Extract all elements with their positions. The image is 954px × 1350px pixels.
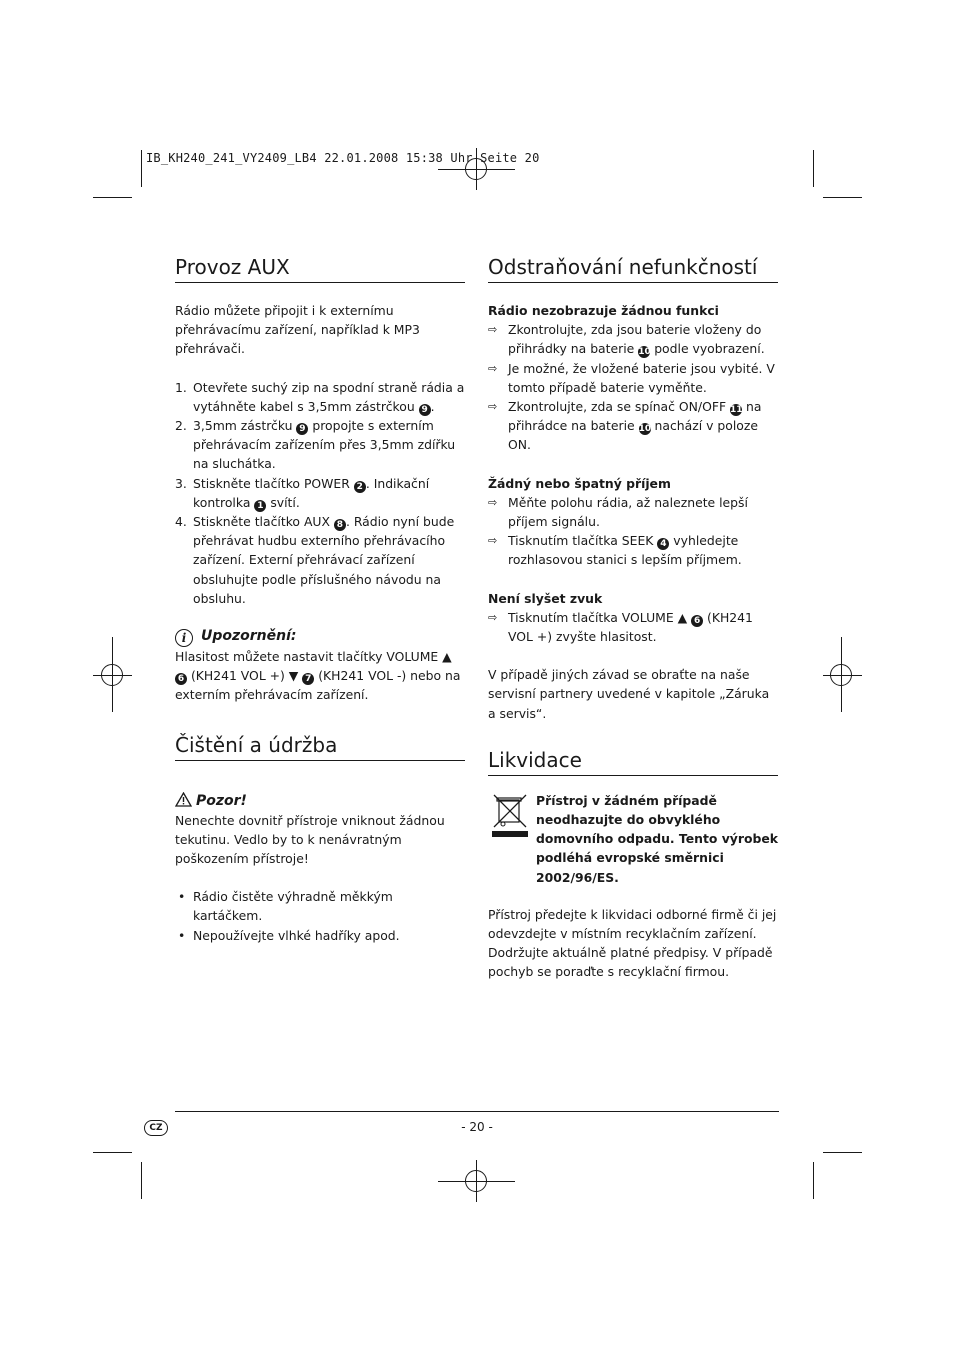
- arrow-right-icon: ⇨: [488, 361, 498, 375]
- aux-step: 4. Stiskněte tlačítko AUX 8 . Rádio nyní bude přehrávat hudbu externího přehrávacího zařízení. Externí přehrávací zařízení obsluhujte podle příslušného návodu na obsluhu.: [175, 514, 455, 606]
- warning-title: Pozor!: [175, 791, 465, 811]
- list-item: • Rádio čistěte výhradně měkkým kartáčkem.: [178, 889, 393, 924]
- aux-steps: [175, 378, 465, 608]
- part-number-badge: 11: [730, 405, 743, 416]
- part-number-badge: 4: [657, 538, 669, 550]
- aux-step: 1. Otevřete suchý zip na spodní straně rádia a vytáhněte kabel s 3,5mm zástrčkou 9 .: [175, 379, 465, 415]
- crop-mark: [141, 1162, 142, 1199]
- registration-circle: [465, 1170, 487, 1192]
- part-number-badge: 9: [296, 423, 308, 435]
- crop-mark: [813, 1162, 814, 1199]
- section-heading-care: Čištění a údržba: [175, 733, 465, 761]
- trouble-group: [488, 608, 778, 646]
- crossed-out-wheelie-bin-icon: [490, 793, 530, 839]
- left-column: [175, 255, 465, 945]
- trouble-group-title: Rádio nezobrazuje žádnou funkci: [488, 303, 719, 318]
- list-item: ⇨ Tisknutím tlačítka SEEK 4 vyhledejte rozhlasovou stanici s lepším příjmem.: [488, 533, 742, 568]
- part-number-badge: 6: [691, 615, 703, 627]
- crop-mark: [823, 197, 862, 198]
- right-column: [488, 255, 778, 982]
- note-text: Hlasitost můžete nastavit tlačítky VOLUME ▲ 6 (KH241 VOL +) ▼ 7 (KH241 VOL -) nebo na externím přehrávacím zařízení.: [175, 649, 461, 703]
- section-heading-aux: Provoz AUX: [175, 255, 465, 283]
- trouble-closing: V případě jiných závad se obraťte na naše servisní partnery uvedené v kapitole „Záruka a servis“.: [488, 667, 770, 721]
- arrow-right-icon: ⇨: [488, 495, 498, 509]
- crop-mark: [141, 150, 142, 187]
- note-block: [175, 626, 465, 705]
- trouble-group-title: Není slyšet zvuk: [488, 590, 603, 606]
- crop-mark: [93, 1152, 132, 1153]
- crop-mark: [93, 197, 132, 198]
- part-number-badge: 9: [419, 404, 431, 416]
- trouble-group: [488, 493, 778, 570]
- info-icon: i: [175, 629, 193, 647]
- section-heading-disposal: Likvidace: [488, 748, 778, 776]
- arrow-right-icon: ⇨: [488, 534, 498, 548]
- disposal-text: Přístroj předejte k likvidaci odborné firmě či jej odevzdejte v místním recyklačním zařízení. Dodržujte aktuálně platné předpisy. V případě pochyb se poraďte s recyklační firmou.: [488, 906, 777, 980]
- trouble-group: [488, 320, 778, 454]
- page-number: - 20 -: [461, 1120, 493, 1134]
- list-item: ⇨ Tisknutím tlačítka VOLUME ▲ 6 (KH241 VOL +) zvyšte hlasitost.: [488, 609, 753, 645]
- aux-intro: Rádio můžete připojit i k externímu přehrávacímu zařízení, například k MP3 přehrávači.: [175, 303, 420, 357]
- disposal-block: [488, 791, 778, 887]
- footer-divider: [175, 1111, 779, 1112]
- part-number-badge: 10: [638, 347, 651, 358]
- aux-step: 2. 3,5mm zástrčku 9 propojte s externím přehrávacím zařízením přes 3,5mm zdířku na sluchátka.: [175, 418, 456, 472]
- language-badge: CZ: [144, 1120, 168, 1136]
- arrow-right-icon: ⇨: [488, 323, 498, 337]
- aux-step: 3. Stiskněte tlačítko POWER 2 . Indikační kontrolka 1 svítí.: [175, 475, 430, 511]
- printer-slug: IB_KH240_241_VY2409_LB4 22.01.2008 15:38 Uhr Seite 20: [146, 151, 540, 165]
- part-number-badge: 1: [254, 500, 266, 512]
- arrow-right-icon: ⇨: [488, 610, 498, 624]
- crop-mark: [823, 1152, 862, 1153]
- care-bullets: [175, 887, 465, 945]
- section-heading-troubleshooting: Odstraňování nefunkčností: [488, 255, 778, 283]
- part-number-badge: 2: [354, 481, 366, 493]
- list-item: ⇨ Zkontrolujte, zda se spínač ON/OFF 11 na přihrádce na baterie 10 nachází v poloze ON.: [488, 399, 762, 453]
- list-item: ⇨ Měňte polohu rádia, až naleznete lepší příjem signálu.: [488, 494, 748, 530]
- warning-triangle-icon: [175, 792, 192, 807]
- part-number-badge: 10: [638, 424, 652, 435]
- disposal-warning: Přístroj v žádném případě neodhazujte do obvyklého domovního odpadu. Tento výrobek podléhá evropské směrnici 2002/96/ES.: [536, 792, 778, 885]
- arrow-right-icon: ⇨: [488, 400, 498, 414]
- list-item: ⇨ Zkontrolujte, zda jsou baterie vloženy do přihrádky na baterie 10 podle vyobrazení.: [488, 322, 765, 358]
- registration-circle: [830, 664, 852, 686]
- part-number-badge: 6: [175, 673, 187, 685]
- list-item: • Nepoužívejte vlhké hadříky apod.: [178, 927, 400, 943]
- note-title: i Upozornění:: [175, 626, 465, 647]
- part-number-badge: 8: [334, 519, 346, 531]
- list-item: ⇨ Je možné, že vložené baterie jsou vybité. V tomto případě baterie vyměňte.: [488, 360, 775, 395]
- registration-circle: [101, 664, 123, 686]
- part-number-badge: 7: [302, 673, 314, 685]
- warning-block: [175, 791, 465, 869]
- trouble-group-title: Žádný nebo špatný příjem: [488, 475, 671, 491]
- warning-text: Nenechte dovnitř přístroje vniknout žádnou tekutinu. Vedlo by to k nenávratným poškozením přístroje!: [175, 812, 445, 867]
- crop-mark: [813, 150, 814, 187]
